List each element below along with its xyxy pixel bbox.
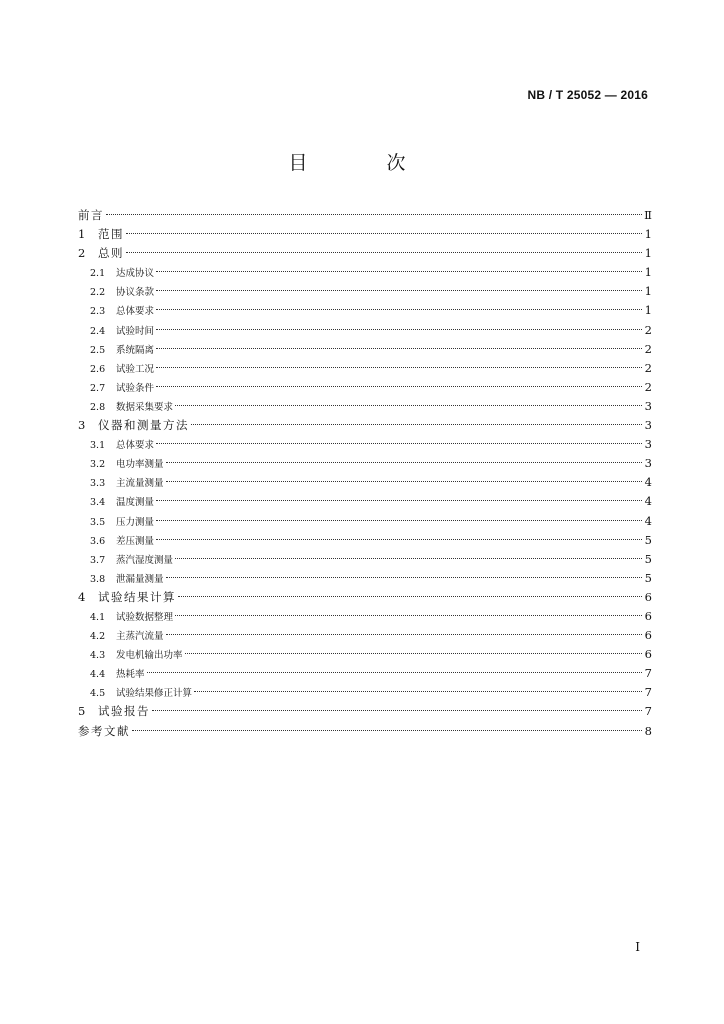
toc-entry-page: 3 xyxy=(644,456,652,471)
toc-entry-number: 5 xyxy=(78,704,86,719)
toc-entry-number: 3.8 xyxy=(90,573,106,585)
toc-entry-label: 差压测量 xyxy=(116,535,155,547)
toc-leader-dots xyxy=(156,386,642,387)
toc-leader-dots xyxy=(126,233,642,234)
toc-entry-label: 协议条款 xyxy=(116,287,155,299)
toc-leader-dots xyxy=(126,252,642,253)
toc-entry-number: 3 xyxy=(78,418,86,433)
toc-entry-number: 4 xyxy=(78,589,86,604)
toc-entry-page: Ⅱ xyxy=(644,208,652,222)
toc-leader-dots xyxy=(156,271,642,272)
toc-entry-page: 1 xyxy=(644,284,652,299)
toc-entry[interactable] xyxy=(78,702,652,721)
toc-entry-page: 2 xyxy=(644,360,652,375)
toc-entry-label: 温度测量 xyxy=(116,497,155,509)
toc-entry-label: 蒸汽湿度测量 xyxy=(116,554,174,566)
toc-entry-page: 2 xyxy=(644,322,652,337)
toc-entry-label: 试验条件 xyxy=(116,382,155,394)
toc-entry-label: 系统隔离 xyxy=(116,344,155,356)
toc-entry-label: 仪器和测量方法 xyxy=(98,418,189,433)
toc-entry[interactable] xyxy=(78,397,652,416)
toc-entry-page: 4 xyxy=(644,513,652,528)
toc-entry-page: 1 xyxy=(644,303,652,318)
toc-entry[interactable] xyxy=(78,626,652,645)
toc-entry-label: 主流量测量 xyxy=(116,478,164,490)
toc-entry-label: 前言 xyxy=(78,208,104,222)
toc-entry-number: 2.4 xyxy=(90,325,106,337)
toc-entry-page: 6 xyxy=(644,608,652,623)
toc-entry-number: 3.1 xyxy=(90,440,106,452)
page-number: I xyxy=(635,940,640,954)
toc-entry-number: 3.5 xyxy=(90,516,106,528)
toc-entry[interactable] xyxy=(78,340,652,359)
toc-entry[interactable] xyxy=(78,282,652,301)
toc-entry[interactable] xyxy=(78,645,652,664)
toc-leader-dots xyxy=(132,730,642,731)
toc-entry-label: 热耗率 xyxy=(116,669,145,681)
toc-entry-page: 1 xyxy=(644,227,652,242)
toc-entry-page: 5 xyxy=(644,570,652,585)
toc-entry-page: 2 xyxy=(644,379,652,394)
toc-entry[interactable] xyxy=(78,225,652,244)
toc-leader-dots xyxy=(166,577,642,578)
toc-entry-label: 总则 xyxy=(98,246,124,261)
toc-entry-label: 范围 xyxy=(98,227,124,242)
toc-entry-label: 数据采集要求 xyxy=(116,401,174,413)
toc-entry[interactable] xyxy=(78,473,652,492)
toc-entry-number: 4.5 xyxy=(90,688,106,700)
toc-entry-number: 2.5 xyxy=(90,344,106,356)
toc-entry-page: 1 xyxy=(644,246,652,261)
toc-entry[interactable] xyxy=(78,321,652,340)
toc-entry-label: 试验结果计算 xyxy=(98,589,176,604)
toc-entry-page: 3 xyxy=(644,437,652,452)
toc-entry-page: 5 xyxy=(644,532,652,547)
toc-leader-dots xyxy=(166,634,642,635)
toc-entry-page: 4 xyxy=(644,475,652,490)
toc-entry-number: 3.7 xyxy=(90,554,106,566)
toc-entry[interactable] xyxy=(78,683,652,702)
toc-entry-number: 2.6 xyxy=(90,363,106,375)
toc-entry[interactable] xyxy=(78,206,652,225)
toc-leader-dots xyxy=(178,596,642,597)
toc-leader-dots xyxy=(156,443,642,444)
toc-leader-dots xyxy=(175,405,642,406)
toc-entry-page: 6 xyxy=(644,589,652,604)
toc-entry-number: 1 xyxy=(78,227,86,242)
toc-entry-number: 2.2 xyxy=(90,287,106,299)
toc-leader-dots xyxy=(191,424,642,425)
toc-leader-dots xyxy=(156,500,642,501)
toc-entry-page: 5 xyxy=(644,551,652,566)
table-of-contents xyxy=(78,206,652,741)
toc-entry-page: 4 xyxy=(644,494,652,509)
toc-entry-label: 主蒸汽流量 xyxy=(116,631,164,643)
toc-entry-page: 3 xyxy=(644,418,652,433)
toc-entry-label: 电功率测量 xyxy=(116,459,164,471)
toc-leader-dots xyxy=(194,691,642,692)
toc-entry-label: 总体要求 xyxy=(116,440,155,452)
toc-entry[interactable] xyxy=(78,492,652,511)
toc-leader-dots xyxy=(106,214,642,215)
toc-entry-page: 6 xyxy=(644,628,652,643)
toc-entry-number: 3.3 xyxy=(90,478,106,490)
toc-leader-dots xyxy=(175,558,642,559)
toc-entry[interactable] xyxy=(78,301,652,320)
toc-entry[interactable] xyxy=(78,512,652,531)
toc-entry-number: 3.4 xyxy=(90,497,106,509)
toc-leader-dots xyxy=(185,653,642,654)
toc-entry[interactable] xyxy=(78,588,652,607)
toc-leader-dots xyxy=(156,367,642,368)
toc-leader-dots xyxy=(175,615,642,616)
toc-leader-dots xyxy=(156,539,642,540)
toc-entry-number: 4.3 xyxy=(90,650,106,662)
toc-entry-label: 试验报告 xyxy=(98,704,150,719)
toc-entry[interactable] xyxy=(78,378,652,397)
toc-leader-dots xyxy=(156,348,642,349)
toc-entry-number: 3.6 xyxy=(90,535,106,547)
toc-entry-number: 2 xyxy=(78,246,86,261)
toc-entry[interactable] xyxy=(78,454,652,473)
toc-entry[interactable] xyxy=(78,607,652,626)
toc-entry-label: 泄漏量测量 xyxy=(116,573,164,585)
toc-leader-dots xyxy=(166,462,642,463)
toc-entry-page: 6 xyxy=(644,647,652,662)
toc-leader-dots xyxy=(152,710,642,711)
toc-entry-label: 发电机输出功率 xyxy=(116,650,183,662)
toc-leader-dots xyxy=(147,672,642,673)
toc-entry[interactable] xyxy=(78,531,652,550)
toc-entry-number: 2.1 xyxy=(90,268,106,280)
toc-entry-page: 7 xyxy=(644,666,652,681)
toc-entry-number: 4.4 xyxy=(90,669,106,681)
toc-entry-number: 3.2 xyxy=(90,459,106,471)
toc-entry-page: 8 xyxy=(644,723,652,738)
toc-entry-number: 2.7 xyxy=(90,382,106,394)
toc-entry-number: 2.8 xyxy=(90,401,106,413)
toc-entry-label: 试验时间 xyxy=(116,325,155,337)
toc-entry[interactable] xyxy=(78,244,652,263)
toc-entry-label: 参考文献 xyxy=(78,723,130,738)
toc-entry-page: 3 xyxy=(644,398,652,413)
toc-entry-page: 1 xyxy=(644,265,652,280)
toc-leader-dots xyxy=(156,290,642,291)
document-code: NB / T 25052 — 2016 xyxy=(527,88,648,102)
toc-entry[interactable] xyxy=(78,416,652,435)
toc-entry-page: 7 xyxy=(644,704,652,719)
toc-entry-label: 压力测量 xyxy=(116,516,155,528)
toc-entry[interactable] xyxy=(78,263,652,282)
toc-entry-label: 试验结果修正计算 xyxy=(116,688,193,700)
toc-entry[interactable] xyxy=(78,722,652,741)
toc-entry[interactable] xyxy=(78,569,652,588)
toc-entry-label: 达成协议 xyxy=(116,268,155,280)
toc-leader-dots xyxy=(156,309,642,310)
toc-entry-page: 2 xyxy=(644,341,652,356)
toc-entry-number: 4.2 xyxy=(90,631,106,643)
toc-entry-number: 2.3 xyxy=(90,306,106,318)
toc-leader-dots xyxy=(156,520,642,521)
page-title: 目 次 xyxy=(288,152,436,174)
toc-entry[interactable] xyxy=(78,359,652,378)
toc-entry[interactable] xyxy=(78,550,652,569)
toc-entry-label: 试验数据整理 xyxy=(116,611,174,623)
toc-leader-dots xyxy=(166,481,642,482)
toc-entry-label: 总体要求 xyxy=(116,306,155,318)
toc-entry[interactable] xyxy=(78,435,652,454)
toc-entry-number: 4.1 xyxy=(90,611,106,623)
toc-entry-label: 试验工况 xyxy=(116,363,155,375)
toc-entry-page: 7 xyxy=(644,685,652,700)
toc-entry[interactable] xyxy=(78,664,652,683)
toc-leader-dots xyxy=(156,329,642,330)
